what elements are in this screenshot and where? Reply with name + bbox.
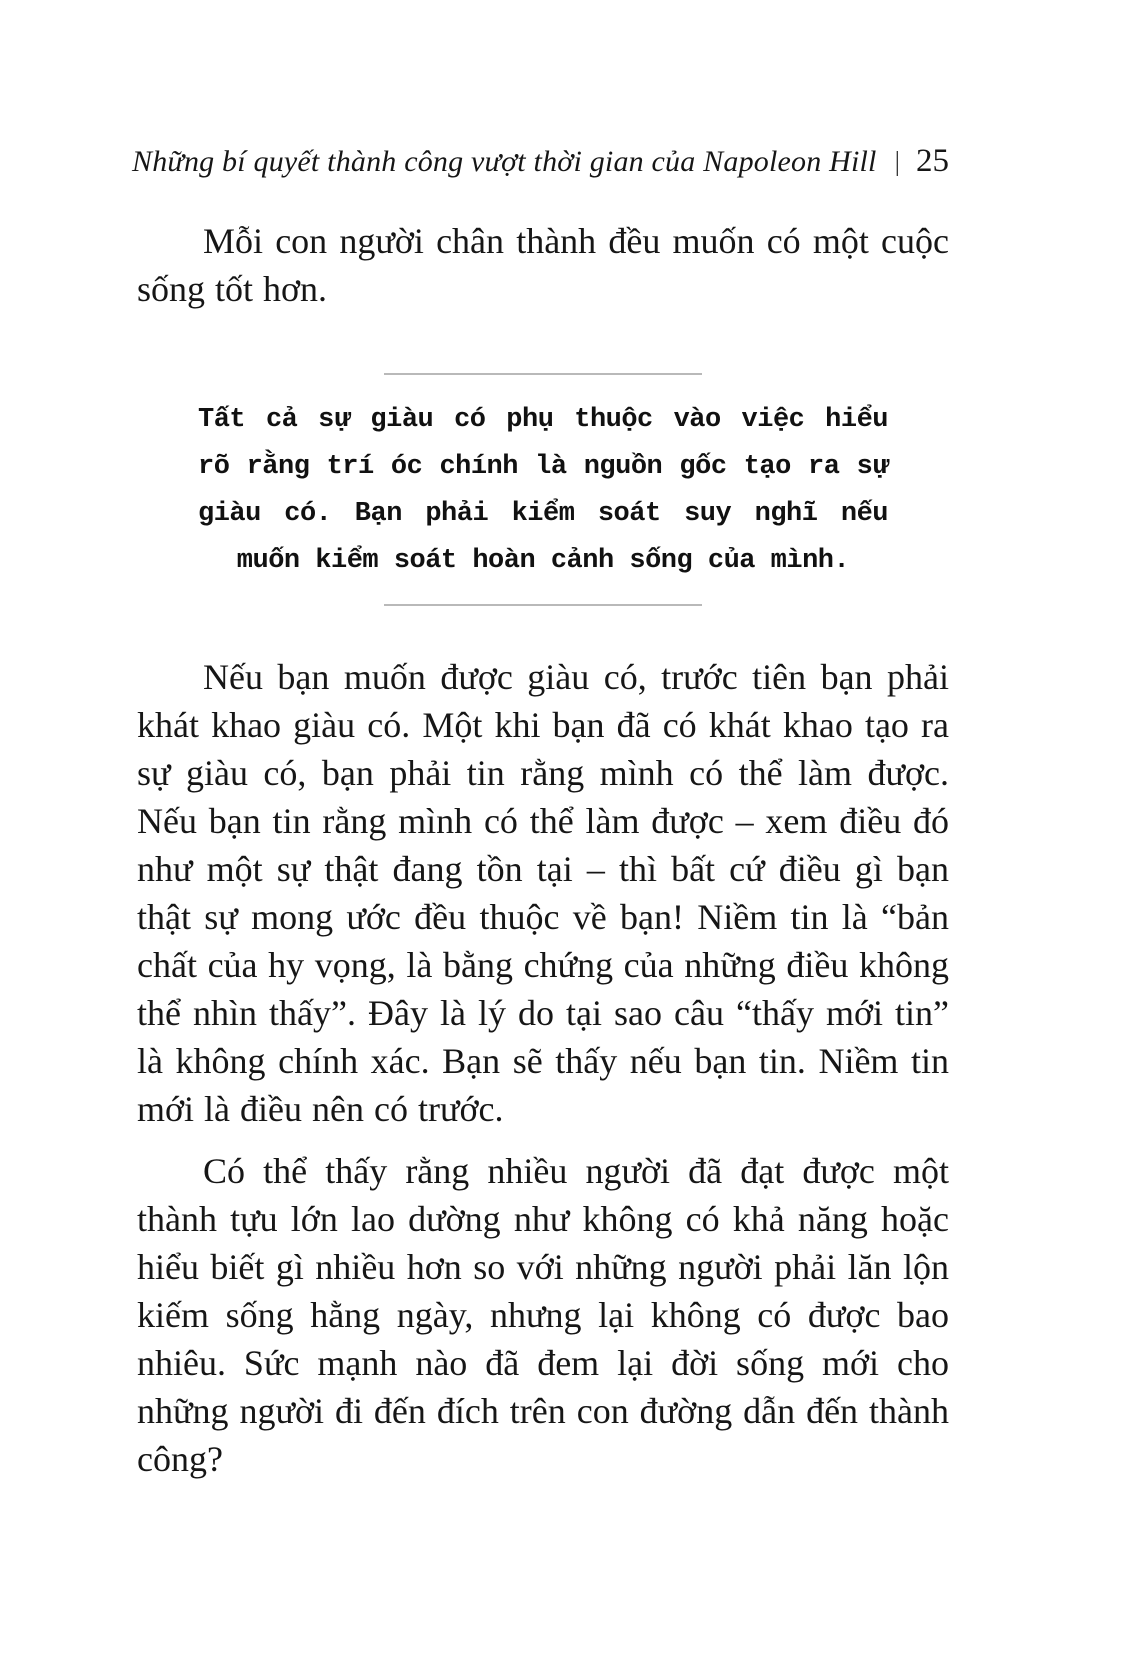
divider-bottom [384, 604, 702, 606]
pull-quote: Tất cả sự giàu có phụ thuộc vào việc hiểu rõ rằng trí óc chính là nguồn gốc tạo ra sự giàu có. Bạn phải kiểm soát suy nghĩ nếu muốn kiểm soát hoàn cảnh sống của mình. [198, 405, 888, 576]
running-header [131, 143, 949, 179]
running-title: Những bí quyết thành công vượt thời gian của Napoleon Hill [131, 145, 877, 178]
paragraph-intro: Mỗi con người chân thành đều muốn có một cuộc sống tốt hơn. [137, 221, 949, 309]
page-number: 25 [916, 143, 949, 179]
paragraph-belief: Nếu bạn muốn được giàu có, trước tiên bạn phải khát khao giàu có. Một khi bạn đã có khát khao tạo ra sự giàu có, bạn phải tin rằng mình có thể làm được. Nếu bạn tin rằng mình có thể làm được – xem điều đó như một sự thật đang tồn tại – thì bất cứ điều gì bạn thật sự mong ước đều thuộc về bạn! Niềm tin là “bản chất của hy vọng, là bằng chứng của những điều không thể nhìn thấy”. Đây là lý do tại sao câu “thấy mới tin” là không chính xác. Bạn sẽ thấy nếu bạn tin. Niềm tin mới là điều nên có trước. [137, 657, 949, 1129]
paragraph-achievement: Có thể thấy rằng nhiều người đã đạt được một thành tựu lớn lao dường như không có khả năng hoặc hiểu biết gì nhiều hơn so với những người phải lăn lộn kiếm sống hằng ngày, nhưng lại không có được bao nhiêu. Sức mạnh nào đã đem lại đời sống mới cho những người đi đến đích trên con đường dẫn đến thành công? [137, 1151, 949, 1479]
header-separator: | [894, 146, 900, 176]
page-content [131, 143, 949, 1483]
divider-top [384, 373, 702, 375]
